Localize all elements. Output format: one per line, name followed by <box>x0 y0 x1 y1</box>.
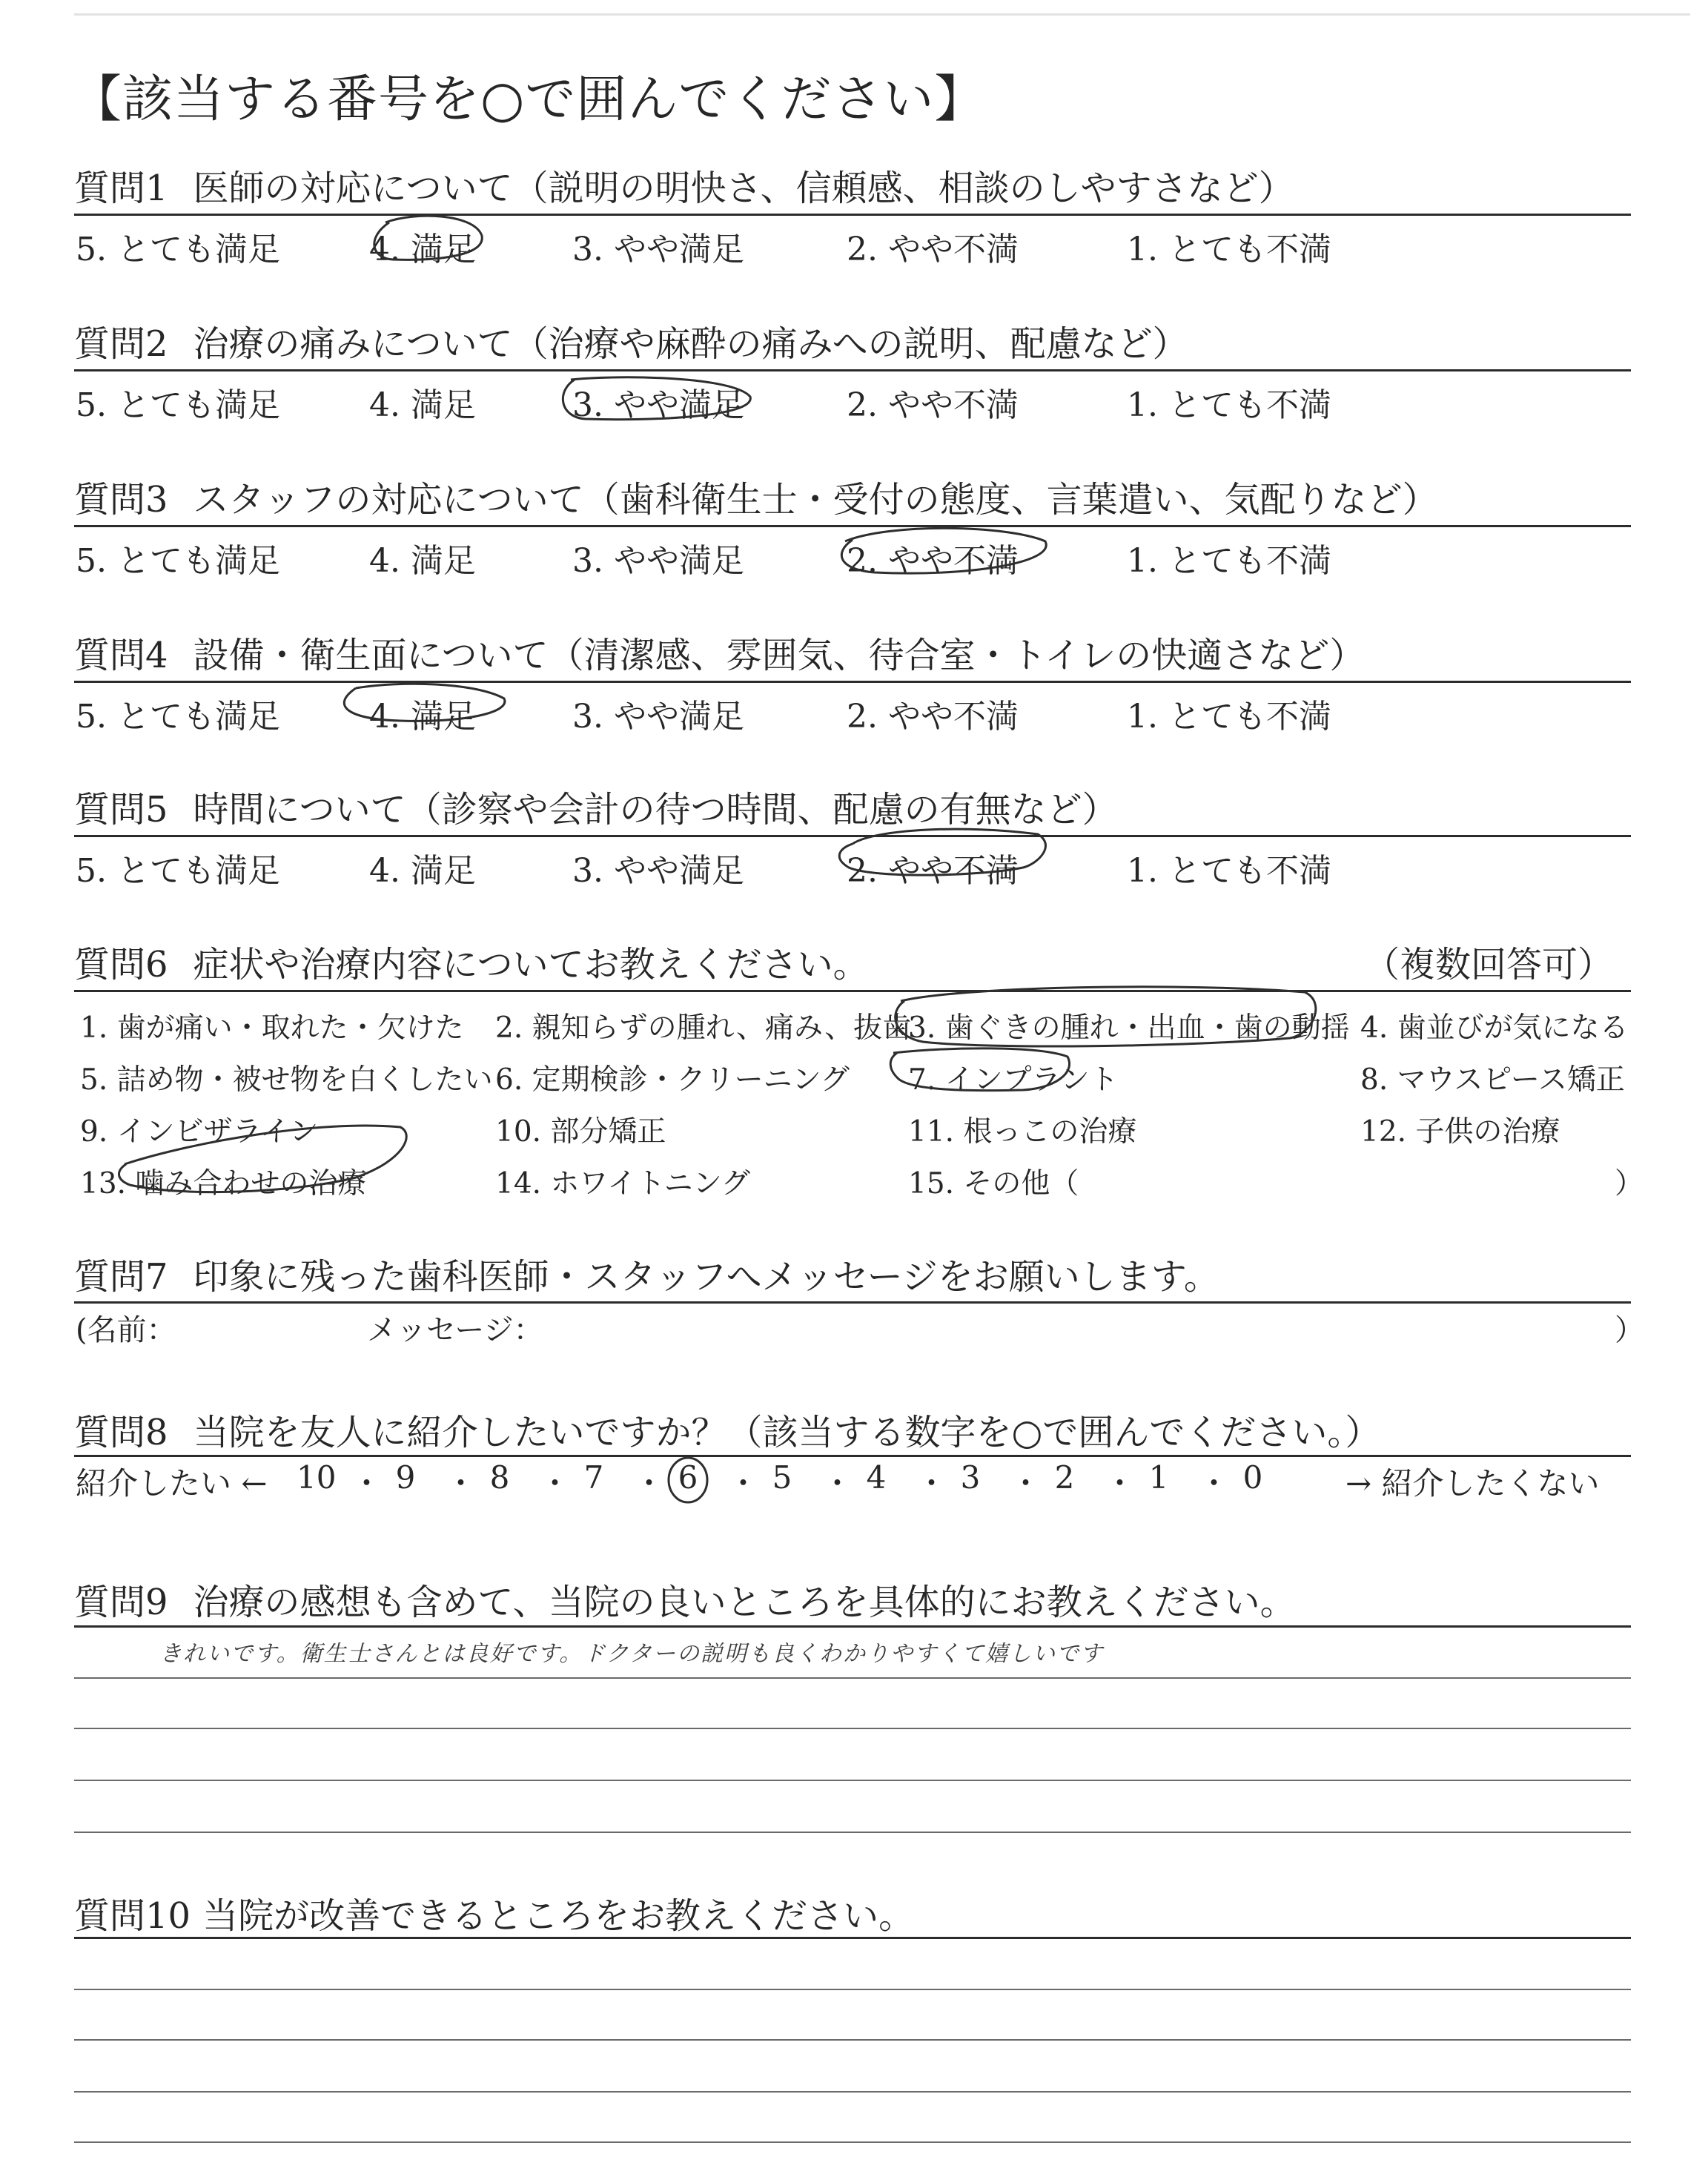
q5-option-2[interactable]: 2. やや不満 <box>847 852 1019 890</box>
question-10-text: 当院が改善できるところをお教えください。 <box>202 1895 915 1937</box>
q3-option-3[interactable]: 3. やや満足 <box>572 542 744 580</box>
question-5-label: 質問5 <box>74 789 168 830</box>
q2-option-2[interactable]: 2. やや不満 <box>847 386 1019 424</box>
q6-option-13[interactable]: 13. 噛み合わせの治療 <box>80 1167 367 1200</box>
q1-selection-circle <box>374 216 482 260</box>
q7-close-paren: ） <box>1615 1313 1644 1347</box>
q8-scale-0[interactable]: 0 <box>1242 1459 1263 1496</box>
question-4-text: 設備・衛生面について（清潔感、雰囲気、待合室・トイレの快適さなど） <box>193 635 1366 676</box>
q8-scale-1[interactable]: 1 <box>1148 1459 1169 1496</box>
question-3-label: 質問3 <box>74 479 168 521</box>
q9-handwritten-answer[interactable]: きれいです。衛生士さんとは良好です。ドクターの説明も良くわかりやすくて嬉しいです <box>159 1641 1104 1667</box>
q8-scale-8[interactable]: 8 <box>489 1459 510 1496</box>
q6-option-2[interactable]: 2. 親知らずの腫れ、痛み、抜歯 <box>495 1011 912 1045</box>
q4-option-3[interactable]: 3. やや満足 <box>572 698 744 736</box>
q8-scale-7[interactable]: 7 <box>583 1459 604 1496</box>
question-7-text: 印象に残った歯科医師・スタッフへメッセージをお願いします。 <box>193 1256 1219 1298</box>
q3-option-2[interactable]: 2. やや不満 <box>847 542 1019 580</box>
q6-option-7-circle <box>890 1048 1069 1091</box>
q4-option-2[interactable]: 2. やや不満 <box>847 698 1019 736</box>
q6-option-9[interactable]: 9. インビザライン <box>80 1115 319 1149</box>
q8-scale-9[interactable]: 9 <box>395 1459 416 1496</box>
q1-option-5[interactable]: 5. とても満足 <box>76 231 280 268</box>
question-1-text: 医師の対応について（説明の明快さ、信頼感、相談のしやすさなど） <box>193 168 1294 209</box>
question-8-label: 質問8 <box>74 1412 168 1453</box>
q1-option-4[interactable]: 4. 満足 <box>369 231 476 268</box>
question-7-label: 質問7 <box>74 1256 168 1298</box>
question-2-label: 質問2 <box>74 323 168 365</box>
q4-option-5[interactable]: 5. とても満足 <box>76 698 280 736</box>
q6-option-10[interactable]: 10. 部分矯正 <box>495 1115 666 1149</box>
question-9-text: 治療の感想も含めて、当院の良いところを具体的にお教えください。 <box>193 1582 1296 1623</box>
q8-scale-4[interactable]: 4 <box>866 1459 887 1496</box>
q8-scale-separator: ・ <box>1010 1465 1042 1502</box>
q1-option-1[interactable]: 1. とても不満 <box>1127 231 1331 268</box>
q6-option-6[interactable]: 6. 定期検診・クリーニング <box>495 1063 850 1097</box>
q3-option-1[interactable]: 1. とても不満 <box>1127 542 1331 580</box>
question-8-text: 当院を友人に紹介したいですか？（該当する数字を○で囲んでください。） <box>193 1412 1381 1453</box>
q6-option-13-circle <box>119 1126 406 1192</box>
q8-scale-separator: ・ <box>539 1465 571 1502</box>
question-4-label: 質問4 <box>74 635 168 676</box>
q2-option-5[interactable]: 5. とても満足 <box>76 386 280 424</box>
q8-scale-6[interactable]: 6 <box>678 1459 698 1496</box>
q8-scale-separator: ・ <box>633 1465 665 1502</box>
q4-selection-circle <box>344 684 505 721</box>
q8-selection-circle <box>669 1458 707 1502</box>
question-10-label: 質問10 <box>74 1895 191 1937</box>
q5-option-4[interactable]: 4. 満足 <box>369 852 476 890</box>
q6-option-14[interactable]: 14. ホワイトニング <box>495 1167 750 1200</box>
q2-option-3[interactable]: 3. やや満足 <box>572 386 744 424</box>
q8-scale-separator: ・ <box>821 1465 853 1502</box>
q8-scale-separator: ・ <box>1198 1465 1230 1502</box>
q6-option-3-circle <box>896 987 1316 1046</box>
q6-option-8[interactable]: 8. マウスピース矯正 <box>1360 1063 1625 1097</box>
q8-scale-separator: ・ <box>351 1465 383 1502</box>
q6-option-1[interactable]: 1. 歯が痛い・取れた・欠けた <box>80 1011 464 1045</box>
q6-option-12[interactable]: 12. 子供の治療 <box>1360 1115 1560 1149</box>
q2-option-4[interactable]: 4. 満足 <box>369 386 476 424</box>
q8-left-label: 紹介したい ← <box>76 1465 268 1502</box>
q5-option-1[interactable]: 1. とても不満 <box>1127 852 1331 890</box>
q3-selection-circle <box>841 528 1046 573</box>
page-title: 【該当する番号を○で囲んでください】 <box>71 70 986 129</box>
q6-option-5[interactable]: 5. 詰め物・被せ物を白くしたい <box>80 1063 493 1097</box>
q3-option-5[interactable]: 5. とても満足 <box>76 542 280 580</box>
question-2-text: 治療の痛みについて（治療や麻酔の痛みへの説明、配慮など） <box>193 323 1188 365</box>
q7-message-label: メッセージ： <box>367 1313 543 1347</box>
q5-option-5[interactable]: 5. とても満足 <box>76 852 280 890</box>
q5-selection-circle <box>839 829 1045 875</box>
q6-option-7[interactable]: 7. インプラント <box>908 1063 1119 1097</box>
q4-option-1[interactable]: 1. とても不満 <box>1127 698 1331 736</box>
q8-right-label: → 紹介したくない <box>1345 1465 1600 1502</box>
question-5-text: 時間について（診察や会計の待つ時間、配慮の有無など） <box>193 789 1118 830</box>
q6-option-15[interactable]: 15. その他（ <box>908 1167 1079 1200</box>
q8-scale-separator: ・ <box>916 1465 947 1502</box>
q8-scale-2[interactable]: 2 <box>1054 1459 1075 1496</box>
q3-option-4[interactable]: 4. 満足 <box>369 542 476 580</box>
q6-other-close-paren: ） <box>1615 1167 1644 1200</box>
q6-option-11[interactable]: 11. 根っこの治療 <box>908 1115 1137 1149</box>
q6-option-4[interactable]: 4. 歯並びが気になる <box>1360 1011 1629 1045</box>
question-6-label: 質問6 <box>74 944 168 985</box>
question-6-note: （複数回答可） <box>1364 944 1614 985</box>
question-9-label: 質問9 <box>74 1582 168 1623</box>
q6-option-3[interactable]: 3. 歯ぐきの腫れ・出血・歯の動揺 <box>908 1011 1350 1045</box>
q8-scale-separator: ・ <box>727 1465 759 1502</box>
question-1-label: 質問1 <box>74 168 168 209</box>
q8-scale-10[interactable]: 10 <box>297 1459 337 1496</box>
q1-option-3[interactable]: 3. やや満足 <box>572 231 744 268</box>
question-3-text: スタッフの対応について（歯科衛生士・受付の態度、言葉遣い、気配りなど） <box>193 479 1438 521</box>
q8-scale-separator: ・ <box>445 1465 477 1502</box>
q8-scale-separator: ・ <box>1104 1465 1136 1502</box>
q2-option-1[interactable]: 1. とても不満 <box>1127 386 1331 424</box>
q8-scale-5[interactable]: 5 <box>772 1459 792 1496</box>
q7-name-label: (名前： <box>76 1313 176 1347</box>
q2-selection-circle <box>563 377 750 420</box>
q4-option-4[interactable]: 4. 満足 <box>369 698 476 736</box>
question-6-text: 症状や治療内容についてお教えください。 <box>193 944 869 985</box>
q5-option-3[interactable]: 3. やや満足 <box>572 852 744 890</box>
q8-scale-3[interactable]: 3 <box>960 1459 981 1496</box>
q1-option-2[interactable]: 2. やや不満 <box>847 231 1019 268</box>
